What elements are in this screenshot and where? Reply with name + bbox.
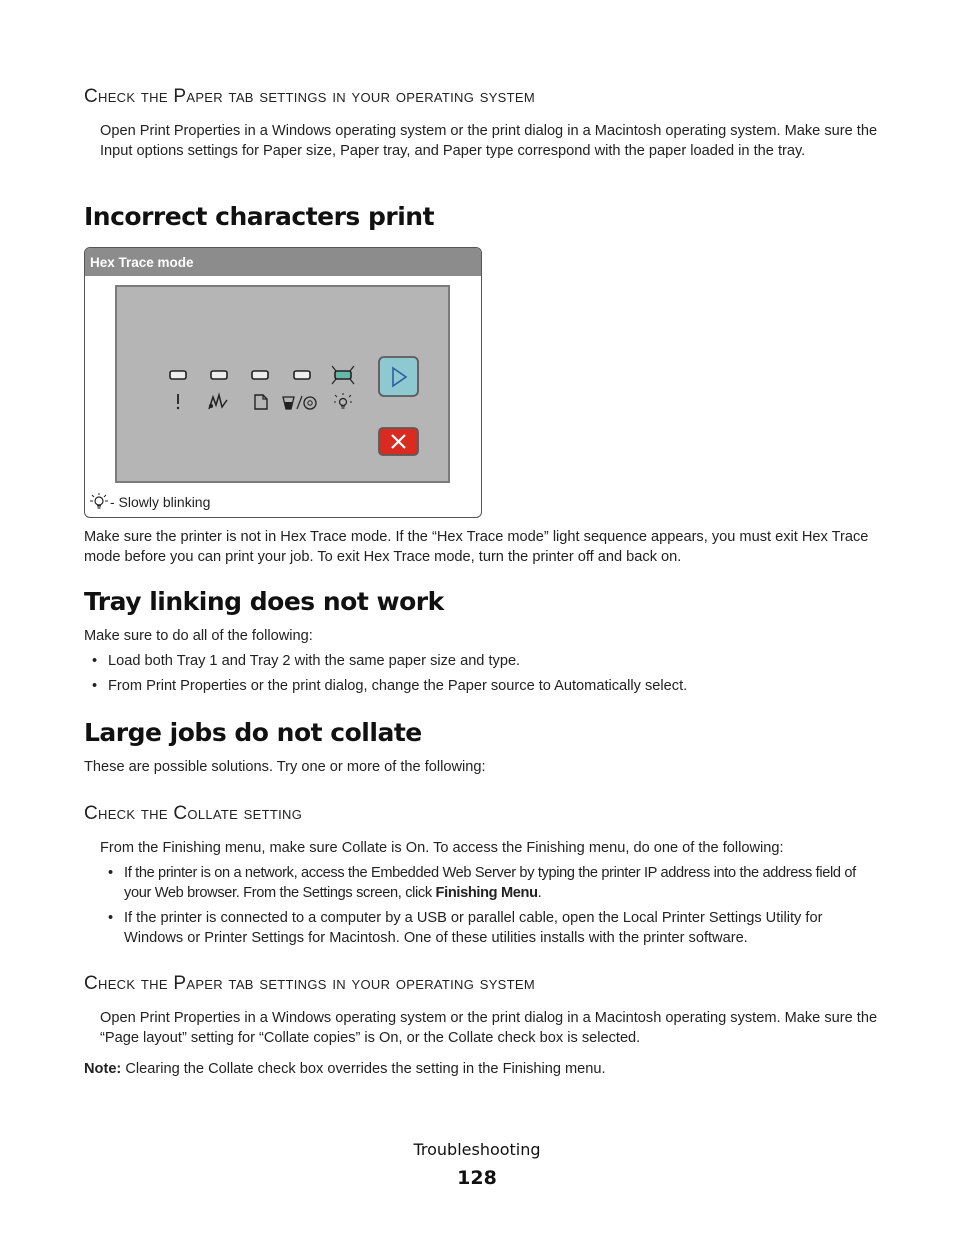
page-number: 128 [457, 1167, 497, 1189]
paper-icon [255, 395, 267, 409]
control-panel-svg [117, 287, 448, 481]
paragraph-tray-intro: Make sure to do all of the following: [84, 628, 313, 644]
note-text: Clearing the Collate check box overrides the setting in the Finishing menu. [121, 1061, 606, 1077]
list-item-text: From Print Properties or the print dialog, change the Paper source to Automatically select. [108, 678, 688, 694]
paragraph-hex-trace: Make sure the printer is not in Hex Trace mode. If the “Hex Trace mode” light sequence appears, you must exit Hex Trace mode before you can print your job. To exit Hex Trace mode, turn the printer off and back on. [84, 529, 869, 565]
heading-large-jobs: Large jobs do not collate [84, 718, 422, 747]
toner-light [294, 371, 310, 379]
heading-tray-linking: Tray linking does not work [84, 587, 444, 616]
bullet-icon: • [108, 910, 114, 926]
list-item-text: Load both Tray 1 and Tray 2 with the same paper size and type. [108, 653, 521, 669]
figure-header [85, 248, 481, 276]
hex-trace-figure [84, 247, 482, 518]
list-item [92, 651, 872, 671]
list-item-text: If the printer is connected to a computer by a USB or parallel cable, open the Local Printer Settings Utility for Windows or Printer Settings for Macintosh. One of these utilities installs with the printer software. [124, 910, 823, 946]
bullet-icon: • [108, 865, 114, 881]
bullet-icon: • [92, 653, 98, 669]
light-bulb-icon [334, 393, 352, 408]
note [84, 1059, 874, 1079]
printer-control-panel [115, 285, 450, 483]
toner-drum-icon [283, 396, 316, 409]
paragraph-paper-tab-2: Open Print Properties in a Windows operating system or the print dialog in a Macintosh operating system. Make sure the “Page layout” setting for “Collate copies” is On, or the Collate check box is selected. [100, 1010, 878, 1046]
figure-title: Hex Trace mode [90, 255, 194, 270]
section-heading-paper-tab-2: Check the Paper tab settings in your operating system [84, 973, 535, 994]
continue-button-icon [379, 357, 418, 396]
section-heading-paper-tab: Check the Paper tab settings in your operating system [84, 86, 535, 107]
paragraph-collate: From the Finishing menu, make sure Collate is On. To access the Finishing menu, do one of the following: [100, 840, 784, 856]
list-item [108, 908, 878, 948]
list-item-text-post: . [537, 885, 542, 901]
note-label: Note: [84, 1061, 122, 1077]
paragraph-large-jobs-intro: These are possible solutions. Try one or more of the following: [84, 759, 486, 775]
heading-incorrect-characters: Incorrect characters print [84, 202, 435, 231]
figure-caption: - Slowly blinking [110, 494, 211, 510]
paragraph-paper-tab: Open Print Properties in a Windows operating system or the print dialog in a Macintosh operating system. Make sure the Input options settings for Paper size, Paper tray, and Paper type correspond with the paper loaded in the tray. [100, 123, 878, 159]
stop-button-icon [379, 428, 418, 455]
finishing-menu-label: Finishing Menu [435, 885, 538, 901]
list-item [92, 676, 872, 696]
load-paper-light [252, 371, 268, 379]
ready-light-blinking [332, 366, 354, 384]
paper-jam-light [211, 371, 227, 379]
list-item-text [124, 863, 876, 903]
bullet-icon: • [92, 678, 98, 694]
blinking-light-icon [89, 492, 109, 512]
footer-section-label: Troubleshooting [413, 1140, 541, 1159]
list-item-text-pre: If the printer is on a network, access the Embedded Web Server by typing the printer IP address into the address field of your Web browser. From the Settings screen, click [124, 865, 856, 901]
exclamation-icon [177, 394, 179, 409]
list-item [108, 863, 878, 903]
error-light [170, 371, 186, 379]
paper-jam-icon [209, 395, 227, 409]
section-heading-collate: Check the Collate setting [84, 803, 303, 824]
